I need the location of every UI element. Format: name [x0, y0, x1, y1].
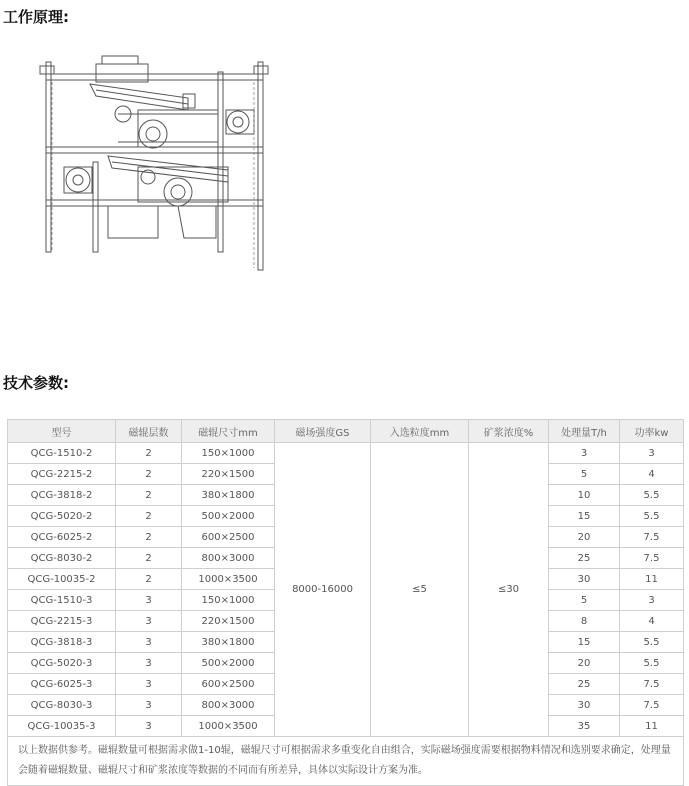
cell-model: QCG-8030-2	[8, 548, 116, 569]
cell-size: 800×3000	[182, 548, 275, 569]
cell-size: 220×1500	[182, 611, 275, 632]
cell-size: 600×2500	[182, 527, 275, 548]
cell-power: 7.5	[620, 548, 684, 569]
cell-layers: 3	[116, 590, 182, 611]
cell-model: QCG-10035-3	[8, 716, 116, 737]
cell-size: 220×1500	[182, 464, 275, 485]
cell-size: 1000×3500	[182, 569, 275, 590]
cell-capacity: 10	[549, 485, 620, 506]
cell-power: 7.5	[620, 674, 684, 695]
cell-capacity: 20	[549, 653, 620, 674]
cell-power: 3	[620, 590, 684, 611]
cell-capacity: 25	[549, 674, 620, 695]
cell-model: QCG-2215-3	[8, 611, 116, 632]
cell-field-strength: 8000-16000	[275, 443, 371, 737]
section-heading-params: 技术参数:	[3, 374, 69, 392]
cell-concentration: ≤30	[469, 443, 549, 737]
cell-size: 500×2000	[182, 506, 275, 527]
cell-size: 380×1800	[182, 632, 275, 653]
cell-layers: 2	[116, 548, 182, 569]
header-roller-layers: 磁辊层数	[116, 420, 182, 443]
cell-capacity: 8	[549, 611, 620, 632]
cell-layers: 2	[116, 569, 182, 590]
cell-capacity: 30	[549, 695, 620, 716]
header-model: 型号	[8, 420, 116, 443]
spec-table	[7, 419, 684, 786]
cell-size: 1000×3500	[182, 716, 275, 737]
cell-power: 5.5	[620, 506, 684, 527]
cell-layers: 3	[116, 611, 182, 632]
header-field-strength: 磁场强度GS	[275, 420, 371, 443]
section-heading-principle: 工作原理:	[3, 8, 69, 26]
cell-capacity: 20	[549, 527, 620, 548]
cell-layers: 3	[116, 632, 182, 653]
cell-layers: 3	[116, 695, 182, 716]
cell-capacity: 35	[549, 716, 620, 737]
cell-power: 5.5	[620, 632, 684, 653]
cell-model: QCG-3818-3	[8, 632, 116, 653]
table-header-row	[8, 420, 684, 443]
machine-drawing	[38, 52, 276, 274]
cell-layers: 2	[116, 485, 182, 506]
cell-model: QCG-1510-3	[8, 590, 116, 611]
header-particle-size: 入选粒度mm	[371, 420, 469, 443]
cell-power: 4	[620, 464, 684, 485]
cell-capacity: 5	[549, 464, 620, 485]
cell-model: QCG-5020-2	[8, 506, 116, 527]
cell-model: QCG-1510-2	[8, 443, 116, 464]
cell-size: 150×1000	[182, 443, 275, 464]
cell-power: 5.5	[620, 653, 684, 674]
header-roller-size: 磁辊尺寸mm	[182, 420, 275, 443]
table-note: 以上数据供参考。磁辊数量可根据需求做1-10辊，磁辊尺寸可根据需求多重变化自由组合，实际磁场强度需要根据物料情况和选别要求确定，处理量会随着磁辊数量、磁辊尺寸和矿浆浓度等数据的不同而有所差异，具体以实际设计方案为准。	[8, 737, 684, 786]
cell-capacity: 15	[549, 506, 620, 527]
cell-size: 800×3000	[182, 695, 275, 716]
cell-power: 7.5	[620, 695, 684, 716]
cell-capacity: 3	[549, 443, 620, 464]
cell-power: 11	[620, 716, 684, 737]
cell-size: 600×2500	[182, 674, 275, 695]
cell-power: 11	[620, 569, 684, 590]
cell-layers: 2	[116, 527, 182, 548]
cell-power: 5.5	[620, 485, 684, 506]
cell-layers: 3	[116, 716, 182, 737]
cell-model: QCG-8030-3	[8, 695, 116, 716]
table-note-row	[8, 737, 684, 786]
cell-capacity: 25	[549, 548, 620, 569]
cell-capacity: 30	[549, 569, 620, 590]
cell-model: QCG-2215-2	[8, 464, 116, 485]
cell-capacity: 15	[549, 632, 620, 653]
cell-particle-size: ≤5	[371, 443, 469, 737]
cell-layers: 3	[116, 674, 182, 695]
header-capacity: 处理量T/h	[549, 420, 620, 443]
cell-model: QCG-6025-2	[8, 527, 116, 548]
cell-power: 3	[620, 443, 684, 464]
cell-layers: 2	[116, 506, 182, 527]
cell-size: 150×1000	[182, 590, 275, 611]
cell-size: 380×1800	[182, 485, 275, 506]
cell-model: QCG-6025-3	[8, 674, 116, 695]
cell-layers: 2	[116, 464, 182, 485]
cell-layers: 3	[116, 653, 182, 674]
cell-model: QCG-5020-3	[8, 653, 116, 674]
header-concentration: 矿浆浓度%	[469, 420, 549, 443]
table-row	[8, 443, 684, 464]
cell-power: 4	[620, 611, 684, 632]
cell-power: 7.5	[620, 527, 684, 548]
cell-model: QCG-3818-2	[8, 485, 116, 506]
cell-capacity: 5	[549, 590, 620, 611]
header-power: 功率kw	[620, 420, 684, 443]
cell-layers: 2	[116, 443, 182, 464]
cell-model: QCG-10035-2	[8, 569, 116, 590]
cell-size: 500×2000	[182, 653, 275, 674]
